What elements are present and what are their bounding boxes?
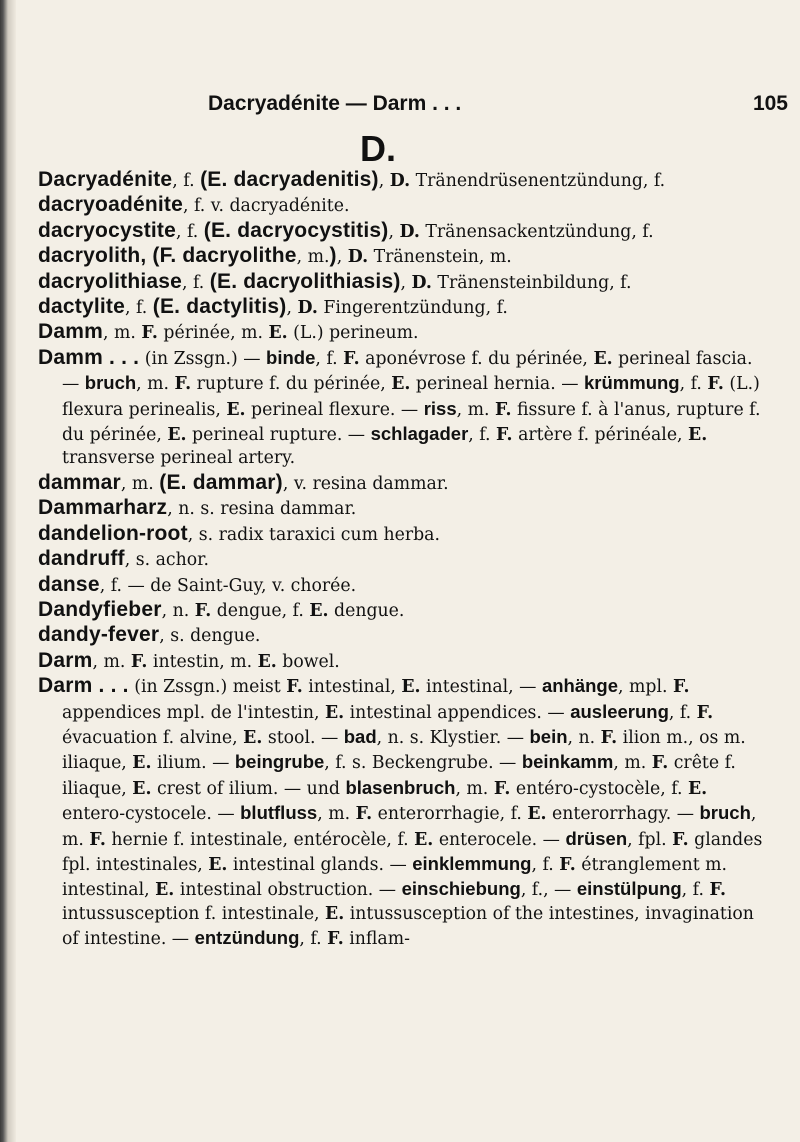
headword: dacryolith, (F. dacryolithe xyxy=(38,244,297,268)
definition-text: évacuation f. alvine, xyxy=(62,727,244,748)
definition-text: , m. xyxy=(456,399,495,420)
headword: dandruff xyxy=(38,547,125,571)
dictionary-entry xyxy=(38,598,768,623)
dictionary-entry xyxy=(38,346,768,471)
language-marker: E. xyxy=(208,854,228,875)
definition-text: perineal hernia. — xyxy=(410,374,584,395)
definition-text: crête f. iliaque, xyxy=(62,753,736,799)
language-marker: E. xyxy=(687,778,708,799)
definition-text: périnée, m. xyxy=(157,323,269,344)
definition-text: (L.) perineum. xyxy=(287,323,419,344)
definition-text: , f. xyxy=(315,348,344,369)
language-marker: F. xyxy=(707,374,724,395)
definition-text: Tränensteinbildung, f. xyxy=(431,272,632,293)
subentry-word: einschiebung xyxy=(401,878,521,900)
headword: Dandyfieber xyxy=(38,597,162,621)
definition-text: intussusception of the intestines, invagination of intestine. — xyxy=(62,903,754,950)
subentry-word: anhänge xyxy=(541,675,619,697)
definition-text: intestin, m. xyxy=(147,651,258,672)
language-marker: F. xyxy=(496,425,513,446)
definition-text: fissure f. à l'anus, rupture f. du périnée, xyxy=(62,399,761,446)
definition-text: dengue, f. xyxy=(211,600,310,621)
definition-text: , xyxy=(388,221,400,242)
language-marker: F. xyxy=(130,651,148,672)
dictionary-entry xyxy=(38,219,768,244)
definition-text: (L.) flexura perinealis, xyxy=(62,374,760,420)
language-marker: D. xyxy=(347,247,369,268)
definition-text: inflam- xyxy=(343,929,410,950)
headword: (E. dammar) xyxy=(159,470,283,494)
dictionary-entry xyxy=(38,623,768,648)
headword: Dacryadénite xyxy=(38,168,173,191)
definition-text: , v. resina dammar. xyxy=(282,473,449,494)
section-letter: D. xyxy=(360,128,396,169)
language-marker: F. xyxy=(343,348,360,369)
definition-text: , s. dengue. xyxy=(159,626,261,647)
headword: Darm . . . xyxy=(38,674,129,698)
language-marker: D. xyxy=(399,221,420,242)
definition-text: (in Zssgn.) meist xyxy=(128,677,287,698)
definition-text: , f. xyxy=(681,880,710,901)
dictionary-entry xyxy=(38,270,768,295)
language-marker: F. xyxy=(327,929,344,950)
dictionary-entry xyxy=(38,193,768,218)
dictionary-entry xyxy=(38,471,768,496)
definition-text: , n. s. resina dammar. xyxy=(167,499,357,520)
headword: Dammarharz xyxy=(38,496,168,520)
definition-text: , xyxy=(336,247,348,268)
dictionary-entry xyxy=(38,573,768,598)
subentry-word: bruch xyxy=(84,372,137,394)
subentry-word: blasenbruch xyxy=(345,776,456,798)
definition-text: appendices mpl. de l'intestin, xyxy=(62,702,325,723)
language-marker: F. xyxy=(696,702,714,723)
definition-text: enterorrhagy. — xyxy=(546,804,700,825)
definition-text: , m. xyxy=(120,473,160,494)
definition-text: , f. xyxy=(679,374,708,395)
definition-text: , m. xyxy=(62,804,757,850)
dictionary-entry xyxy=(38,244,768,269)
headword: dandy-fever xyxy=(38,623,160,647)
definition-text: intestinal appendices. — xyxy=(344,702,571,723)
definition-text: aponévrose f. du périnée, xyxy=(359,348,594,369)
headword: dactylite xyxy=(38,295,125,319)
subentry-word: einstülpung xyxy=(576,878,682,900)
subentry-word: beinkamm xyxy=(521,751,614,773)
page-number: 105 xyxy=(752,92,788,115)
headword: dacryolithiase xyxy=(38,269,183,293)
subentry-word: ausleerung xyxy=(570,700,669,722)
definition-text: enterocele. — xyxy=(433,829,566,850)
dictionary-entry xyxy=(38,522,768,547)
language-marker: E. xyxy=(324,702,345,723)
definition-text: intussusception f. intestinale, xyxy=(62,903,326,924)
language-marker: E. xyxy=(391,374,411,395)
dictionary-entry xyxy=(38,320,768,345)
definition-text: , m. xyxy=(92,651,131,672)
definition-text: , mpl. xyxy=(618,677,673,698)
subentry-word: entzündung xyxy=(194,927,300,949)
definition-text: , m. xyxy=(613,753,652,774)
language-marker: E. xyxy=(268,323,288,344)
definition-text: artère f. périnéale, xyxy=(512,425,689,446)
language-marker: F. xyxy=(600,727,618,748)
definition-text: , m. xyxy=(317,804,356,825)
language-marker: E. xyxy=(593,348,613,369)
definition-text: (in Zssgn.) — xyxy=(139,348,267,369)
definition-text: intestinal glands. — xyxy=(227,854,413,875)
running-head: Dacryadénite — Darm . . . xyxy=(208,92,462,115)
definition-text: entero-cystocele. — xyxy=(62,804,241,825)
page-header xyxy=(208,84,788,124)
definition-text: bowel. xyxy=(276,651,340,672)
language-marker: E. xyxy=(527,804,547,825)
subentry-word: blutfluss xyxy=(240,802,318,824)
definition-text: Fingerentzündung, f. xyxy=(317,298,508,319)
headword: ) xyxy=(329,244,337,268)
language-marker: E. xyxy=(257,651,277,672)
definition-text: rupture f. du périnée, xyxy=(191,374,392,395)
headword: Damm xyxy=(38,320,103,344)
subentry-word: bein xyxy=(529,725,568,747)
headword: dacryoadénite xyxy=(38,193,183,217)
language-marker: E. xyxy=(309,600,329,621)
definition-text: , fpl. xyxy=(627,829,673,850)
definition-text: , f. s. Beckengrube. — xyxy=(324,753,522,774)
headword: danse xyxy=(38,572,100,596)
definition-text: , f. xyxy=(468,425,497,446)
dictionary-entry xyxy=(38,674,768,951)
dictionary-entry xyxy=(38,547,768,572)
language-marker: F. xyxy=(174,374,192,395)
definition-text: , f. xyxy=(182,272,210,293)
definition-text: , s. radix taraxici cum herba. xyxy=(187,524,440,545)
subentry-word: schlagader xyxy=(370,423,469,445)
headword: Darm xyxy=(38,648,93,672)
definition-text: , s. achor. xyxy=(124,550,209,571)
definition-text: , f. xyxy=(299,929,328,950)
language-marker: F. xyxy=(493,778,511,799)
definition-text: , m. xyxy=(103,323,142,344)
definition-text: glandes fpl. intestinales, xyxy=(62,829,763,875)
definition-text: , f. v. dacryadénite. xyxy=(183,196,350,217)
dictionary-entry xyxy=(38,496,768,521)
language-marker: E. xyxy=(167,425,187,446)
definition-text: transverse perineal artery. xyxy=(62,448,296,469)
definition-text: entéro-cystocèle, f. xyxy=(510,778,688,799)
language-marker: F. xyxy=(672,829,689,850)
subentry-word: riss xyxy=(423,397,457,419)
definition-text: Tränensackentzündung, f. xyxy=(419,221,654,242)
definition-text: , xyxy=(378,171,390,191)
dictionary-entry xyxy=(38,649,768,674)
language-marker: D. xyxy=(297,298,318,319)
language-marker: F. xyxy=(286,677,303,698)
language-marker: E. xyxy=(132,778,152,799)
definition-text: ilion m., os m. iliaque, xyxy=(62,727,746,774)
definition-text: , n. xyxy=(567,727,601,748)
definition-text: , xyxy=(400,272,412,293)
definition-text: , m. xyxy=(455,778,494,799)
language-marker: F. xyxy=(194,600,212,621)
language-marker: E. xyxy=(401,677,421,698)
language-marker: F. xyxy=(89,829,106,850)
headword: Damm . . . xyxy=(38,345,140,369)
definition-text: , n. s. Klystier. — xyxy=(376,727,530,748)
language-marker: F. xyxy=(559,854,576,875)
book-spine-edge xyxy=(0,0,16,1142)
definition-text: perineal rupture. — xyxy=(186,425,371,446)
definition-text: crest of ilium. — und xyxy=(151,778,346,799)
definition-text: Tränendrüsenentzündung, f. xyxy=(410,171,666,191)
language-marker: F. xyxy=(709,880,726,901)
language-marker: E. xyxy=(132,753,152,774)
subentry-word: binde xyxy=(266,346,316,368)
dictionary-entry xyxy=(38,295,768,320)
definition-text: perineal flexure. — xyxy=(245,399,424,420)
definition-text: , f. xyxy=(531,854,560,875)
language-marker: E. xyxy=(226,399,246,420)
definition-text: étranglement m. intestinal, xyxy=(62,854,728,901)
definition-text: , m. xyxy=(296,247,330,268)
language-marker: F. xyxy=(355,804,373,825)
headword: dandelion-root xyxy=(38,521,188,545)
language-marker: F. xyxy=(651,753,669,774)
definition-text: , f., — xyxy=(520,880,577,901)
headword: (E. dacryocystitis) xyxy=(203,218,389,242)
language-marker: E. xyxy=(325,903,345,924)
headword: (E. dactylitis) xyxy=(152,295,287,319)
language-marker: F. xyxy=(494,399,512,420)
headword: dacryocystite xyxy=(38,218,177,242)
language-marker: E. xyxy=(414,829,434,850)
definition-text: , f. xyxy=(668,702,697,723)
definition-text: ilium. — xyxy=(151,753,235,774)
dictionary-entry xyxy=(38,168,768,193)
definition-text: dengue. xyxy=(328,600,405,621)
definition-text: , f. — de Saint-Guy, v. chorée. xyxy=(99,575,357,596)
definition-text: intestinal obstruction. — xyxy=(174,880,402,901)
language-marker: E. xyxy=(688,425,708,446)
definition-text: intestinal, xyxy=(302,677,402,698)
headword: (E. dacryolithiasis) xyxy=(209,269,401,293)
headword: (E. dacryadenitis) xyxy=(200,168,379,191)
definition-text: hernie f. intestinale, entérocèle, f. xyxy=(105,829,415,850)
subentry-word: krümmung xyxy=(584,372,680,394)
definition-text: , f. xyxy=(176,221,204,242)
definition-text: , m. xyxy=(136,374,175,395)
language-marker: D. xyxy=(389,171,411,191)
language-marker: F. xyxy=(141,323,158,344)
subentry-word: einklemmung xyxy=(412,852,532,874)
language-marker: D. xyxy=(411,272,432,293)
subentry-word: beingrube xyxy=(234,751,325,773)
subentry-word: bruch xyxy=(699,802,751,824)
definition-text: perineal fascia. — xyxy=(62,348,753,395)
dictionary-entries xyxy=(38,168,768,952)
definition-text: intestinal, — xyxy=(420,677,542,698)
subentry-word: bad xyxy=(343,725,377,747)
definition-text: enterorrhagie, f. xyxy=(372,804,528,825)
subentry-word: drüsen xyxy=(565,827,628,849)
definition-text: , f. xyxy=(172,171,201,191)
language-marker: E. xyxy=(155,880,175,901)
definition-text: , n. xyxy=(161,600,195,621)
definition-text: stool. — xyxy=(262,727,344,748)
definition-text: , xyxy=(286,298,298,319)
language-marker: F. xyxy=(672,677,690,698)
definition-text: Tränenstein, m. xyxy=(368,247,512,268)
definition-text: , f. xyxy=(125,298,153,319)
language-marker: E. xyxy=(243,727,263,748)
headword: dammar xyxy=(38,470,121,494)
